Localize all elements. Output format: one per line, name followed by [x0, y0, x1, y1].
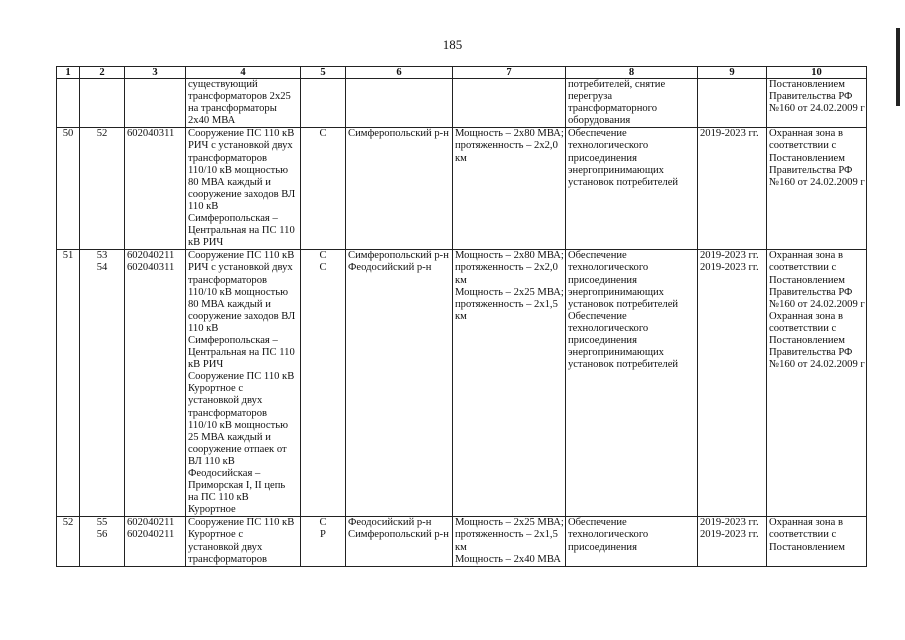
object-name-cell	[186, 517, 301, 566]
status-code-cell	[301, 250, 346, 517]
cell-line: Сооружение ПС 110 кВ	[188, 517, 295, 529]
cell-line: трансформаторов 2х25	[188, 91, 291, 103]
cell-line: 25 МВА каждый и	[188, 431, 271, 443]
cell-line: энергопринимающих	[568, 286, 664, 298]
cell-line: Охранная зона в	[769, 310, 843, 322]
object-code-cell	[125, 250, 186, 517]
cell-line: протяженность – 2х2,0	[455, 140, 558, 152]
cell-line: Охранная зона в	[769, 128, 843, 140]
cell-line: Мощность – 2х25 МВА;	[455, 517, 564, 529]
cell-line: трансформаторов	[188, 553, 267, 565]
page-number: 185	[442, 37, 463, 52]
cell-line: на ПС 110 кВ	[188, 492, 249, 504]
row-number: 52	[57, 517, 80, 566]
cell-line: соответствии с	[769, 529, 837, 541]
cell-line: Феодосийская –	[188, 468, 261, 479]
binding-mark	[896, 28, 900, 106]
cell-line: установкой двух	[188, 541, 263, 553]
cell-line: сооружение заходов ВЛ	[188, 310, 296, 322]
period: 2019-2023 гг.	[700, 250, 759, 262]
note-cell	[767, 250, 867, 517]
cell-line: перегруза	[568, 91, 613, 103]
status-code: С	[319, 250, 327, 262]
item-number: 54	[96, 262, 108, 274]
cell-line: 80 МВА каждый и	[188, 176, 271, 188]
cell-line: Курортное с	[188, 383, 244, 395]
note-cell	[767, 128, 867, 250]
cell-line: трансформаторов	[188, 152, 267, 164]
cell-line: существующий	[188, 79, 258, 90]
cell-line: Мощность – 2х25 МВА;	[455, 286, 564, 298]
cell-line: км	[455, 541, 467, 553]
cell-line: Симферопольская –	[188, 213, 278, 225]
table-row-52	[57, 517, 867, 566]
row-number: 50	[57, 128, 80, 250]
column-header: 9	[698, 67, 767, 79]
cell-line: РИЧ с установкой двух	[188, 262, 293, 274]
cell-line: соответствии с	[769, 262, 837, 274]
cell-line: присоединения	[568, 152, 637, 164]
district: Симферопольский р-н	[348, 529, 449, 541]
cell-line: Сооружение ПС 110 кВ	[188, 128, 295, 140]
cell-line: 2х40 МВА	[188, 115, 236, 127]
status-code: Р	[320, 529, 326, 541]
object-code: 602040311	[127, 262, 175, 274]
object-code-cell	[125, 517, 186, 566]
status-code: С	[319, 262, 327, 274]
cell-line: установок потребителей	[568, 298, 679, 310]
cell-line: соответствии с	[769, 322, 837, 334]
cell-line: Мощность – 2х40 МВА	[455, 553, 561, 565]
cell-line: установок потребителей	[568, 359, 679, 371]
purpose-cell	[566, 79, 698, 128]
item-number: 56	[96, 529, 108, 541]
cell-line: Обеспечение	[568, 250, 627, 262]
cell-line: км	[455, 152, 467, 164]
period: 2019-2023 гг.	[698, 128, 767, 250]
cell-line: установкой двух	[188, 395, 263, 407]
period: 2019-2023 гг.	[700, 262, 759, 274]
status-code: С	[319, 517, 327, 529]
cell-line: потребителей, снятие	[568, 79, 666, 90]
parameters-cell	[453, 517, 566, 566]
object-code: 602040211	[127, 529, 175, 541]
column-header: 6	[346, 67, 453, 79]
cell-line: 80 МВА каждый и	[188, 298, 271, 310]
item-number: 55	[96, 517, 108, 529]
purpose-cell	[566, 128, 698, 250]
note-cell	[767, 517, 867, 566]
item-number: 53	[96, 250, 108, 262]
cell-line: Симферопольская –	[188, 334, 278, 346]
cell-line: Правительства РФ	[769, 164, 853, 176]
cell-line: Правительства РФ	[769, 286, 853, 298]
cell-line: энергопринимающих	[568, 164, 664, 176]
cell-line: 110/10 кВ мощностью	[188, 286, 289, 298]
cell-line: №160 от 24.02.2009 г	[769, 103, 865, 115]
cell-line: Приморская I, II цепь	[188, 480, 286, 492]
cell-line: ВЛ 110 кВ	[188, 455, 235, 467]
period: 2019-2023 гг.	[700, 517, 759, 529]
cell-line: Курортное с	[188, 529, 244, 541]
cell-line: РИЧ с установкой двух	[188, 140, 293, 152]
district: Симферопольский р-н	[346, 128, 453, 250]
column-header: 2	[80, 67, 125, 79]
cell-line: Охранная зона в	[769, 250, 843, 262]
period: 2019-2023 гг.	[700, 529, 759, 541]
cell-line: Обеспечение	[568, 517, 627, 529]
cell-line: Обеспечение	[568, 128, 627, 140]
district-cell	[346, 517, 453, 566]
table-row-51	[57, 250, 867, 517]
cell-line: №160 от 24.02.2009 г	[769, 359, 865, 371]
cell-line: Постановлением	[769, 334, 845, 346]
cell-line: на трансформаторы	[188, 103, 277, 115]
parameters-cell	[453, 250, 566, 517]
cell-line: 110/10 кВ мощностью	[188, 164, 289, 176]
cell-line: км	[455, 274, 467, 286]
column-header: 4	[186, 67, 301, 79]
cell-line: №160 от 24.02.2009 г	[769, 176, 865, 188]
cell-line: Охранная зона в	[769, 517, 843, 529]
period-cell	[698, 517, 767, 566]
cell-line: оборудования	[568, 115, 631, 127]
cell-line: присоединения	[568, 274, 637, 286]
cell-line: Мощность – 2х80 МВА;	[455, 128, 564, 140]
cell-line: Мощность – 2х80 МВА;	[455, 250, 564, 262]
header-row	[57, 67, 867, 79]
column-header: 5	[301, 67, 346, 79]
table-row-50	[57, 128, 867, 250]
cell-line: Постановлением	[769, 274, 845, 286]
cell-line: Постановлением	[769, 79, 845, 90]
column-header: 1	[57, 67, 80, 79]
item-number: 52	[80, 128, 125, 250]
table-row-continued	[57, 79, 867, 128]
cell-line: протяженность – 2х1,5	[455, 298, 558, 310]
cell-line: Правительства РФ	[769, 91, 853, 103]
note-cell	[767, 79, 867, 128]
item-number-cell	[80, 517, 125, 566]
cell-line: присоединения	[568, 334, 637, 346]
column-header: 3	[125, 67, 186, 79]
object-code: 602040311	[125, 128, 186, 250]
cell-line: Правительства РФ	[769, 347, 853, 359]
cell-line: присоединения	[568, 541, 637, 553]
cell-line: технологического	[568, 140, 649, 152]
object-code: 602040211	[127, 517, 175, 529]
district-cell	[346, 250, 453, 517]
cell-line: протяженность – 2х1,5	[455, 529, 558, 541]
district: Феодосийский р-н	[348, 262, 432, 274]
cell-line: трансформаторов	[188, 407, 267, 419]
column-header: 8	[566, 67, 698, 79]
cell-line: трансформаторов	[188, 274, 267, 286]
purpose-cell	[566, 517, 698, 566]
row-number: 51	[57, 250, 80, 517]
cell-line: Сооружение ПС 110 кВ	[188, 371, 295, 383]
cell-line: кВ РИЧ	[188, 359, 224, 371]
cell-line: соответствии с	[769, 140, 837, 152]
cell-line: Курортное	[188, 504, 236, 516]
cell-line: технологического	[568, 529, 649, 541]
column-header: 10	[767, 67, 867, 79]
cell-line: протяженность – 2х2,0	[455, 262, 558, 274]
object-code: 602040211	[127, 250, 175, 262]
cell-line: технологического	[568, 322, 649, 334]
column-header: 7	[453, 67, 566, 79]
object-name-cell	[186, 128, 301, 250]
cell-line: Центральная на ПС 110	[188, 347, 295, 359]
status-code: С	[301, 128, 346, 250]
object-name-cell	[186, 250, 301, 517]
cell-line: кВ РИЧ	[188, 237, 224, 249]
item-number-cell	[80, 250, 125, 517]
cell-line: 110 кВ	[188, 200, 219, 212]
cell-line: 110 кВ	[188, 322, 219, 334]
cell-line: Центральная на ПС 110	[188, 225, 295, 237]
district: Феодосийский р-н	[348, 517, 432, 529]
cell-line: км	[455, 310, 467, 322]
cell-line: Обеспечение	[568, 310, 627, 322]
cell-line: трансформаторного	[568, 103, 658, 115]
cell-line: технологического	[568, 262, 649, 274]
cell-line: сооружение заходов ВЛ	[188, 188, 296, 200]
cell-line: энергопринимающих	[568, 347, 664, 359]
purpose-cell	[566, 250, 698, 517]
status-code-cell	[301, 517, 346, 566]
cell-line: 110/10 кВ мощностью	[188, 419, 289, 431]
cell-line: сооружение отпаек от	[188, 443, 287, 455]
district: Симферопольский р-н	[348, 250, 449, 262]
cell-line: Постановлением	[769, 541, 845, 553]
cell-line: установок потребителей	[568, 176, 679, 188]
period-cell	[698, 250, 767, 517]
projects-table	[56, 66, 867, 567]
parameters-cell	[453, 128, 566, 250]
cell-line: №160 от 24.02.2009 г	[769, 298, 865, 310]
cell-line: Сооружение ПС 110 кВ	[188, 250, 295, 262]
object-name-cell	[186, 79, 301, 128]
cell-line: Постановлением	[769, 152, 845, 164]
